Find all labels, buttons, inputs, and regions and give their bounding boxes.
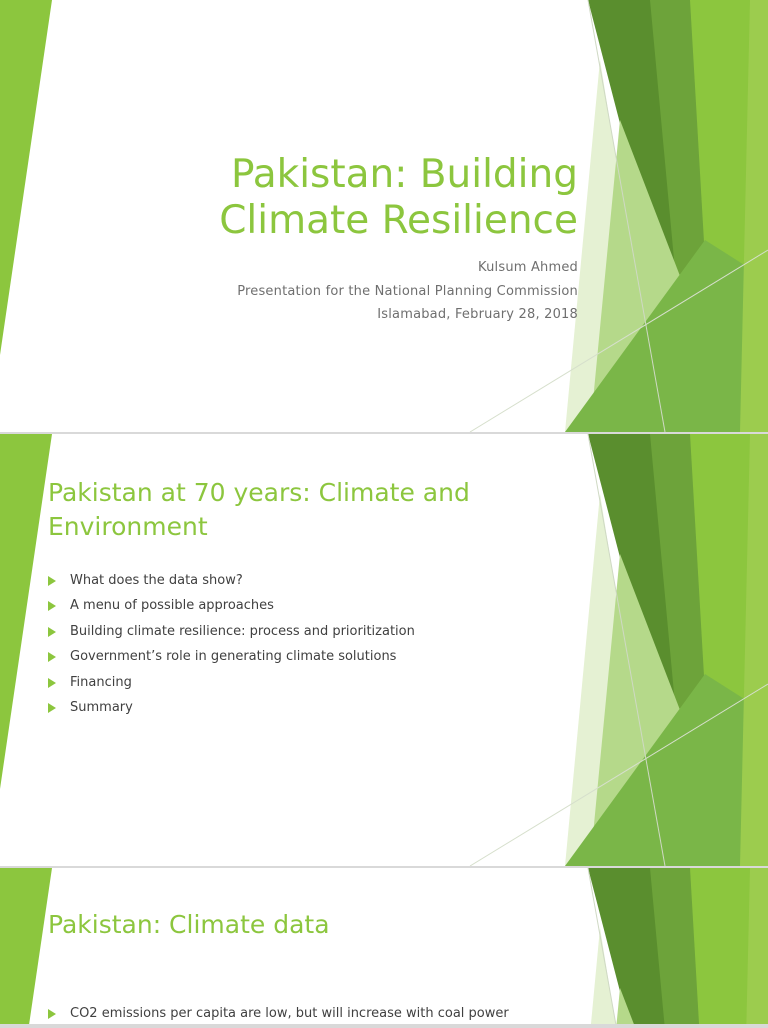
triangle-bullet-icon — [48, 652, 56, 662]
slide-title — [48, 476, 470, 544]
slide-title — [219, 152, 578, 244]
list-item — [48, 697, 415, 722]
list-item — [48, 1003, 509, 1028]
list-item — [48, 570, 415, 595]
bullet-text: What does the data show? — [70, 573, 243, 588]
event-description: Presentation for the National Planning Commission — [237, 283, 578, 299]
bullet-text: Building climate resilience: process and prioritization — [70, 623, 415, 639]
bullet-text: Financing — [70, 674, 132, 690]
triangle-bullet-icon — [48, 1009, 56, 1019]
title-line-1: Pakistan: Building — [230, 152, 578, 197]
title-line-2: Environment — [48, 512, 208, 541]
triangle-bullet-icon — [48, 576, 56, 586]
slide-1 — [0, 0, 768, 432]
green-facet-decoration — [0, 868, 768, 1024]
bullet-list — [48, 1003, 509, 1028]
bullet-text: Summary — [70, 699, 133, 715]
bullet-text: Government’s role in generating climate solutions — [70, 649, 397, 665]
list-item — [48, 646, 415, 671]
triangle-bullet-icon — [48, 601, 56, 611]
list-item — [48, 672, 415, 697]
title-line-1: Pakistan at 70 years: Climate and — [48, 478, 470, 507]
triangle-bullet-icon — [48, 627, 56, 637]
slide-title: Pakistan: Climate data — [48, 910, 330, 939]
author-name: Kulsum Ahmed — [478, 260, 578, 275]
title-line-2: Climate Resilience — [219, 198, 578, 243]
list-item — [48, 621, 415, 646]
bullet-text: A menu of possible approaches — [70, 598, 274, 614]
place-date: Islamabad, February 28, 2018 — [377, 307, 578, 322]
triangle-bullet-icon — [48, 703, 56, 713]
bullet-text: CO2 emissions per capita are low, but will increase with coal power — [70, 1006, 509, 1021]
list-item — [48, 595, 415, 620]
slide-3 — [0, 868, 768, 1024]
triangle-bullet-icon — [48, 678, 56, 688]
slide-subtitle — [237, 256, 578, 327]
bullet-list — [48, 570, 415, 722]
